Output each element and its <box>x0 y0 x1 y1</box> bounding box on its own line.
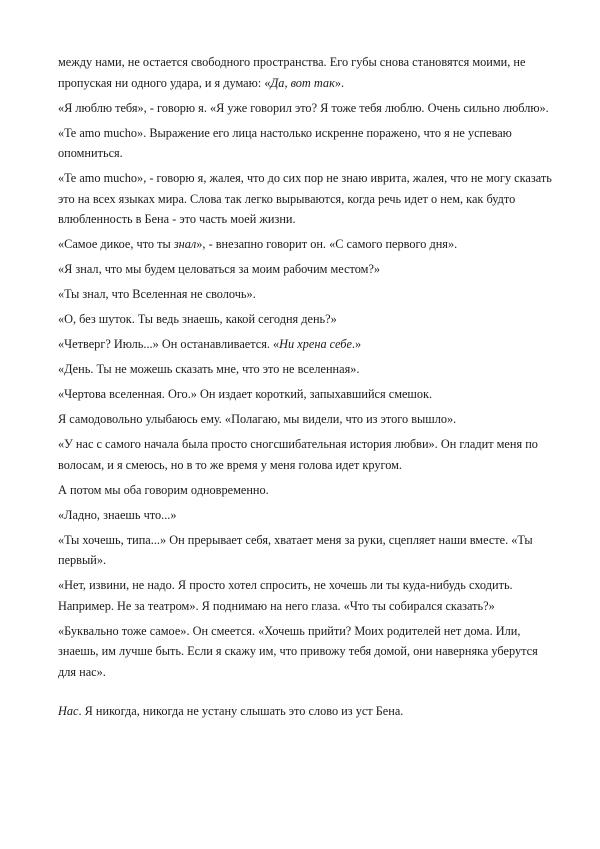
text-run: между нами, не остается свободного пространства. Его губы снова становятся моими, не пропуская ни одного удара, и я думаю: « <box>58 55 526 90</box>
italic-text: знал <box>173 237 197 252</box>
paragraph <box>58 480 552 501</box>
text-run: «День. Ты не можешь сказать мне, что это не вселенная». <box>58 362 360 377</box>
paragraph <box>58 309 552 330</box>
paragraph <box>58 52 552 93</box>
text-run: «Я люблю тебя», - говорю я. «Я уже говорил это? Я тоже тебя люблю. Очень сильно люблю». <box>58 100 549 115</box>
paragraph <box>58 701 552 722</box>
paragraph <box>58 234 552 255</box>
paragraph <box>58 621 552 683</box>
paragraph <box>58 409 552 430</box>
paragraph <box>58 259 552 280</box>
paragraph <box>58 123 552 164</box>
text-run: », - внезапно говорит он. «С самого первого дня». <box>196 237 458 252</box>
paragraph <box>58 359 552 380</box>
text-run: «Чертова вселенная. Ого.» Он издает короткий, запыхавшийся смешок. <box>58 387 433 402</box>
text-run: «Я знал, что мы будем целоваться за моим рабочим местом?» <box>58 262 381 277</box>
paragraph <box>58 284 552 305</box>
text-run: «Четверг? Июль...» Он останавливается. « <box>58 337 280 352</box>
paragraph <box>58 98 552 119</box>
paragraph <box>58 334 552 355</box>
text-run: ». <box>334 75 345 90</box>
text-run: «Нет, извини, не надо. Я просто хотел спросить, не хочешь ли ты куда-нибудь сходить. Например. Не за театром». Я поднимаю на него глаза. «Что ты собирался сказать?» <box>58 578 513 613</box>
text-run: «У нас с самого начала была просто сногсшибательная история любви». Он гладит меня по волосам, и я смеюсь, но в то же время у меня голова идет кругом. <box>58 437 538 472</box>
text-run: «Ты знал, что Вселенная не сволочь». <box>58 287 256 302</box>
text-run: А потом мы оба говорим одновременно. <box>58 482 269 497</box>
text-run: «Te amo mucho». Выражение его лица настолько искренне поражено, что я не успеваю опомниться. <box>58 125 512 161</box>
text-run: «Ты хочешь, типа...» Он прерывает себя, хватает меня за руки, сцепляет наши вместе. «Ты первый». <box>58 532 533 568</box>
italic-text: Ни хрена себе <box>279 337 352 352</box>
paragraph <box>58 530 552 571</box>
text-run: «О, без шуток. Ты ведь знаешь, какой сегодня день?» <box>58 312 337 327</box>
text-run: «Самое дикое, что ты <box>58 237 174 252</box>
document-body <box>58 52 552 726</box>
text-run: .» <box>351 337 362 352</box>
paragraph <box>58 168 552 230</box>
text-run: «Te amo mucho», - говорю я, жалея, что до сих пор не знаю иврита, жалея, что не могу сказать это на всех языках мира. Слова так легко вырываются, когда речь идет о нем, как будто влюбленность в Бена - это часть моей жизни. <box>58 171 552 227</box>
paragraph <box>58 575 552 616</box>
text-run: . Я никогда, никогда не устану слышать это слово из уст Бена. <box>78 703 404 718</box>
italic-text: Да, вот так <box>270 75 335 90</box>
paragraph <box>58 505 552 526</box>
text-run: «Буквально тоже самое». Он смеется. «Хочешь прийти? Моих родителей нет дома. Или, знаешь, им лучше быть. Если я скажу им, что привожу тебя домой, они наверняка уберутся для нас». <box>58 623 538 680</box>
paragraph <box>58 434 552 475</box>
text-run: Я самодовольно улыбаюсь ему. «Полагаю, мы видели, что из этого вышло». <box>58 412 457 427</box>
paragraph <box>58 384 552 405</box>
italic-text: Нас <box>58 703 79 718</box>
text-run: «Ладно, знаешь что...» <box>58 507 177 522</box>
